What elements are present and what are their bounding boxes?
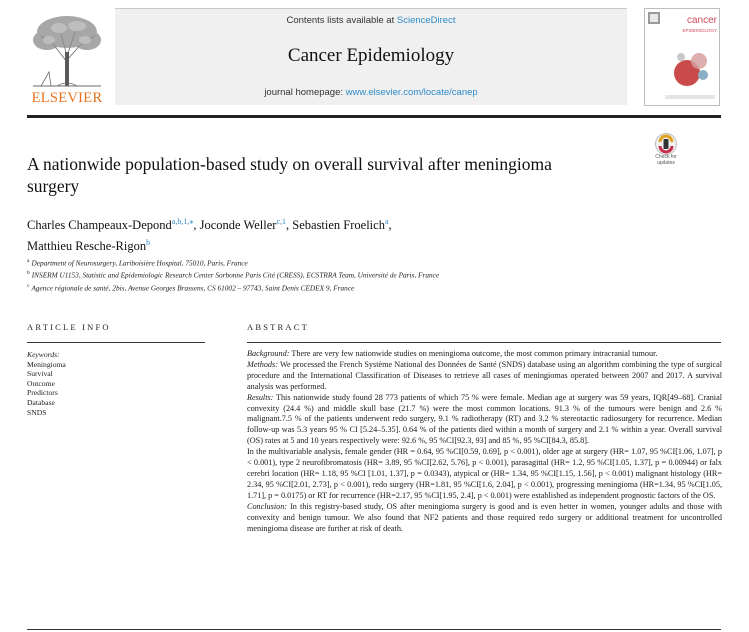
cover-title (671, 16, 717, 26)
journal-cover[interactable] (644, 8, 720, 106)
affiliation-text: Department of Neurosurgery, Lariboisière Hospital, 75010, Paris, France (31, 258, 248, 268)
homepage-link[interactable]: www.elsevier.com/locate/canep (345, 87, 478, 98)
abstract-body (247, 349, 722, 534)
author-name[interactable]: Matthieu Resche-Rigon (27, 239, 147, 254)
affiliation-mark: a (27, 258, 30, 264)
article-info-heading: ARTICLE INFO (27, 322, 111, 332)
affiliation-mark: b (27, 270, 30, 277)
header-divider (27, 115, 721, 118)
author-separator: , (193, 218, 200, 233)
author-marks[interactable]: b (146, 238, 151, 248)
author-name[interactable]: Sebastien Froelich (292, 218, 385, 233)
abstract-background (247, 349, 722, 360)
crossmark-line-2: updates (657, 159, 675, 166)
results-label: Results: (247, 392, 274, 402)
background-text: There are very few nationwide studies on meningioma outcome, the most common primary intracranial tumour. (289, 349, 658, 358)
journal-name: Cancer Epidemiology (287, 45, 455, 66)
abstract-divider (247, 342, 721, 343)
crossmark-label (648, 155, 684, 166)
affiliation-text: INSERM U1153, Statistic and Epidemiologic Research Center Sorbonne Paris Cité (CRESS), ECSTRRA Team, Université de Paris, France (31, 270, 440, 280)
author-list (27, 213, 587, 255)
author-marks[interactable]: a (384, 217, 389, 226)
background-label: Background: (247, 349, 290, 358)
article-title: A nationwide population-based study on overall survival after meningioma surgery (27, 154, 552, 196)
methods-label: Methods: (247, 359, 278, 369)
crossmark-icon (648, 132, 684, 156)
author-name[interactable]: Joconde Weller (199, 218, 277, 233)
keyword-item: Meningioma (27, 359, 66, 369)
contents-prefix: Contents lists available at (286, 15, 397, 26)
abstract-multivariable: In the multivariable analysis, female gender (HR = 0.64, 95 %CI[0.59, 0.69], p < 0.001), older age at surgery (HR= 1.07, 95 %CI[1.06, 1.07], p < 0.001), type 2 neurofibromatosis (HR= 3.89, 95 %CI[2.62, 5.76], p < 0.001), parasagittal (HR= 1.2, 95 %CI[1.05, 1.37], p = 0.00944) or falx cerebri location (HR= 1.18, 95 %CI [1.01, 1.37], p = 0.0343), atypical or (HR= 1.34, 95 %CI[1.15, 1.56], p < 0.001) malignant histology (HR= 2.34, 95 %CI[2.01, 2.73], p < 0.001), redo surgery (HR=1.81, 95 %CI[1.6, 2.04], p < 0.001), progressing meningioma (HR=1.34, 95 %CI[1.05, 1.71], p = 0.0175) or RT for recurrence (HR=2.17, 95 %CI[1.95, 2.4], p < 0.001) were established as independent prognostic factors of the OS. (247, 447, 722, 500)
elsevier-tree-icon (27, 14, 107, 88)
article-info-divider (27, 342, 205, 343)
affiliation-text: Agence régionale de santé, 2bis, Avenue Georges Brassens, CS 61002 – 97743, Saint Denis CEDEX 9, France (31, 283, 355, 293)
keyword-item: Outcome (27, 378, 55, 388)
sciencedirect-link[interactable]: ScienceDirect (396, 15, 456, 26)
affiliation-mark: c (27, 282, 30, 289)
affiliation-item (27, 268, 627, 280)
keywords-block (27, 350, 187, 417)
publisher-name: ELSEVIER (31, 90, 103, 106)
affiliation-item (27, 281, 627, 293)
cover-subtitle: EPIDEMIOLOGY (682, 28, 717, 33)
keyword-item: Database (27, 397, 55, 407)
author-separator: , (388, 218, 392, 233)
check-for-updates-badge[interactable] (648, 132, 684, 174)
keywords-label: Keywords: (27, 350, 60, 359)
conclusion-label: Conclusion: (247, 501, 288, 511)
abstract-bottom-divider (27, 629, 721, 630)
author-separator: , (286, 218, 293, 233)
methods-text: We processed the French Système National des Données de Santé (SNDS) database using an algorithm combining the type of surgical procedure and the International Classification of Diseases to retrieve all cases of meningiomas operated between 2007 and 2017. A survival analysis was performed. (247, 359, 722, 391)
keyword-item: SNDS (27, 407, 47, 417)
abstract-methods (247, 360, 722, 393)
author-marks[interactable]: c,1 (276, 217, 287, 226)
abstract-heading: ABSTRACT (247, 322, 309, 332)
cover-title-1: cancer (686, 15, 717, 26)
contents-line (115, 15, 627, 26)
abstract-results (247, 393, 722, 448)
elsevier-logo[interactable] (27, 14, 107, 104)
keyword-item: Survival (27, 369, 53, 379)
author-marks[interactable]: a,b,1,⁎ (171, 217, 194, 226)
results-text: This nationwide study found 28 773 patients of which 75 % were female. Median age at surgery was 59 years, IQR[49–68]. Cranial convexity (24.4 %) and middle skull base (21.7 %) were the most common locations. 91.3 % of the tumours were benign and 2.6 % malignant.7.5 % of the patients underwent redo surgery, 9.1 % radiotherapy (RT) and 3.2 % stereotactic radiosurgery for recurrence. Median follow-up was 5.3 years 95 % CI [5.24–5.35]. 0.64 % of the patients died within a month of surgery and 2.1 % within a year. Overall survival (OS) rates at 5 and 10 years respectively were: 92.6 %, 95 %CI[92.3, 93] and 85 %, 95 %CI[84.3, 85.8]. (247, 392, 722, 446)
author-name[interactable]: Charles Champeaux-Depond (27, 218, 172, 233)
homepage-prefix: journal homepage: (264, 87, 346, 98)
journal-header (27, 8, 721, 106)
keyword-item: Predictors (27, 388, 58, 398)
journal-banner (115, 8, 627, 105)
affiliation-item (27, 256, 627, 268)
crossmark-line-1: Check for (655, 154, 677, 160)
conclusion-text: In this registry-based study, OS after meningioma surgery is good and is even better in women, younger adults and those with convexity and benign tumour. We also found that NF2 patients and those required redo surgery or additional treatment for uncontrolled meningioma disease are further at risk of death. (247, 501, 722, 533)
homepage-line (115, 87, 627, 98)
abstract-conclusion (247, 502, 722, 535)
affiliations (27, 256, 627, 293)
